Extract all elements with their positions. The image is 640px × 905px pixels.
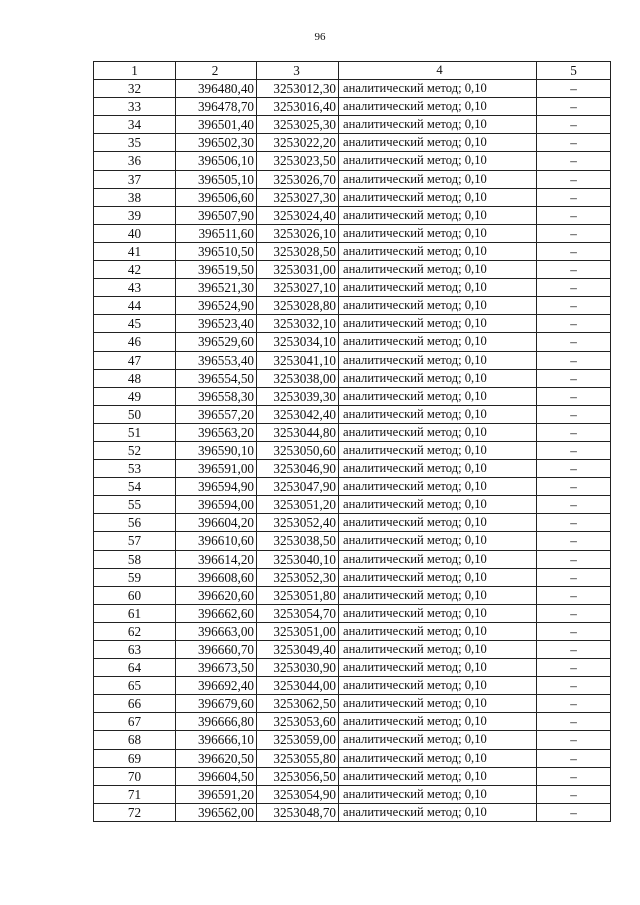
point-number-cell: 53 bbox=[94, 460, 176, 478]
point-number-cell: 64 bbox=[94, 659, 176, 677]
table-row bbox=[94, 242, 611, 260]
point-number-cell: 66 bbox=[94, 695, 176, 713]
x-coordinate-cell: 396591,20 bbox=[176, 785, 257, 803]
point-number-cell: 70 bbox=[94, 767, 176, 785]
method-accuracy-cell: аналитический метод; 0,10 bbox=[339, 351, 537, 369]
x-coordinate-cell: 396521,30 bbox=[176, 279, 257, 297]
y-coordinate-cell: 3253038,00 bbox=[257, 369, 339, 387]
y-coordinate-cell: 3253055,80 bbox=[257, 749, 339, 767]
x-coordinate-cell: 396679,60 bbox=[176, 695, 257, 713]
x-coordinate-cell: 396594,00 bbox=[176, 496, 257, 514]
x-coordinate-cell: 396591,00 bbox=[176, 460, 257, 478]
table-row bbox=[94, 785, 611, 803]
method-accuracy-cell: аналитический метод; 0,10 bbox=[339, 731, 537, 749]
y-coordinate-cell: 3253051,80 bbox=[257, 586, 339, 604]
point-number-cell: 47 bbox=[94, 351, 176, 369]
table-row bbox=[94, 297, 611, 315]
method-accuracy-cell: аналитический метод; 0,10 bbox=[339, 803, 537, 821]
column-header-2: 2 bbox=[176, 62, 257, 80]
table-row bbox=[94, 188, 611, 206]
point-number-cell: 37 bbox=[94, 170, 176, 188]
method-accuracy-cell: аналитический метод; 0,10 bbox=[339, 641, 537, 659]
y-coordinate-cell: 3253048,70 bbox=[257, 803, 339, 821]
y-coordinate-cell: 3253028,50 bbox=[257, 242, 339, 260]
point-number-cell: 41 bbox=[94, 242, 176, 260]
x-coordinate-cell: 396662,60 bbox=[176, 604, 257, 622]
y-coordinate-cell: 3253047,90 bbox=[257, 478, 339, 496]
table-row bbox=[94, 387, 611, 405]
y-coordinate-cell: 3253012,30 bbox=[257, 80, 339, 98]
note-cell: – bbox=[537, 315, 611, 333]
table-row bbox=[94, 170, 611, 188]
x-coordinate-cell: 396529,60 bbox=[176, 333, 257, 351]
method-accuracy-cell: аналитический метод; 0,10 bbox=[339, 677, 537, 695]
method-accuracy-cell: аналитический метод; 0,10 bbox=[339, 496, 537, 514]
note-cell: – bbox=[537, 677, 611, 695]
note-cell: – bbox=[537, 641, 611, 659]
y-coordinate-cell: 3253044,00 bbox=[257, 677, 339, 695]
point-number-cell: 59 bbox=[94, 568, 176, 586]
coordinates-table bbox=[93, 61, 611, 822]
note-cell: – bbox=[537, 514, 611, 532]
x-coordinate-cell: 396507,90 bbox=[176, 206, 257, 224]
method-accuracy-cell: аналитический метод; 0,10 bbox=[339, 586, 537, 604]
table-row bbox=[94, 134, 611, 152]
note-cell: – bbox=[537, 460, 611, 478]
table-row bbox=[94, 152, 611, 170]
table-row bbox=[94, 586, 611, 604]
table-row bbox=[94, 713, 611, 731]
point-number-cell: 69 bbox=[94, 749, 176, 767]
table-row bbox=[94, 116, 611, 134]
x-coordinate-cell: 396692,40 bbox=[176, 677, 257, 695]
note-cell: – bbox=[537, 532, 611, 550]
y-coordinate-cell: 3253054,70 bbox=[257, 604, 339, 622]
table-row bbox=[94, 441, 611, 459]
y-coordinate-cell: 3253052,40 bbox=[257, 514, 339, 532]
y-coordinate-cell: 3253050,60 bbox=[257, 441, 339, 459]
y-coordinate-cell: 3253023,50 bbox=[257, 152, 339, 170]
point-number-cell: 63 bbox=[94, 641, 176, 659]
y-coordinate-cell: 3253042,40 bbox=[257, 405, 339, 423]
note-cell: – bbox=[537, 586, 611, 604]
y-coordinate-cell: 3253059,00 bbox=[257, 731, 339, 749]
x-coordinate-cell: 396510,50 bbox=[176, 242, 257, 260]
method-accuracy-cell: аналитический метод; 0,10 bbox=[339, 695, 537, 713]
note-cell: – bbox=[537, 261, 611, 279]
note-cell: – bbox=[537, 80, 611, 98]
table-row bbox=[94, 478, 611, 496]
table-row bbox=[94, 803, 611, 821]
table-row bbox=[94, 279, 611, 297]
y-coordinate-cell: 3253051,20 bbox=[257, 496, 339, 514]
table-row bbox=[94, 659, 611, 677]
y-coordinate-cell: 3253026,70 bbox=[257, 170, 339, 188]
y-coordinate-cell: 3253040,10 bbox=[257, 550, 339, 568]
table-row bbox=[94, 261, 611, 279]
note-cell: – bbox=[537, 98, 611, 116]
point-number-cell: 33 bbox=[94, 98, 176, 116]
note-cell: – bbox=[537, 134, 611, 152]
point-number-cell: 57 bbox=[94, 532, 176, 550]
point-number-cell: 35 bbox=[94, 134, 176, 152]
y-coordinate-cell: 3253027,30 bbox=[257, 188, 339, 206]
note-cell: – bbox=[537, 659, 611, 677]
table-header-row bbox=[94, 62, 611, 80]
table-row bbox=[94, 695, 611, 713]
point-number-cell: 52 bbox=[94, 441, 176, 459]
method-accuracy-cell: аналитический метод; 0,10 bbox=[339, 659, 537, 677]
x-coordinate-cell: 396620,60 bbox=[176, 586, 257, 604]
note-cell: – bbox=[537, 387, 611, 405]
note-cell: – bbox=[537, 749, 611, 767]
y-coordinate-cell: 3253056,50 bbox=[257, 767, 339, 785]
table-row bbox=[94, 405, 611, 423]
y-coordinate-cell: 3253022,20 bbox=[257, 134, 339, 152]
note-cell: – bbox=[537, 369, 611, 387]
x-coordinate-cell: 396506,10 bbox=[176, 152, 257, 170]
note-cell: – bbox=[537, 152, 611, 170]
x-coordinate-cell: 396610,60 bbox=[176, 532, 257, 550]
note-cell: – bbox=[537, 785, 611, 803]
y-coordinate-cell: 3253044,80 bbox=[257, 423, 339, 441]
table-row bbox=[94, 98, 611, 116]
column-header-5: 5 bbox=[537, 62, 611, 80]
table-row bbox=[94, 677, 611, 695]
x-coordinate-cell: 396663,00 bbox=[176, 622, 257, 640]
method-accuracy-cell: аналитический метод; 0,10 bbox=[339, 713, 537, 731]
method-accuracy-cell: аналитический метод; 0,10 bbox=[339, 441, 537, 459]
point-number-cell: 68 bbox=[94, 731, 176, 749]
table-row bbox=[94, 496, 611, 514]
method-accuracy-cell: аналитический метод; 0,10 bbox=[339, 423, 537, 441]
x-coordinate-cell: 396557,20 bbox=[176, 405, 257, 423]
x-coordinate-cell: 396673,50 bbox=[176, 659, 257, 677]
x-coordinate-cell: 396524,90 bbox=[176, 297, 257, 315]
column-header-3: 3 bbox=[257, 62, 339, 80]
point-number-cell: 34 bbox=[94, 116, 176, 134]
point-number-cell: 55 bbox=[94, 496, 176, 514]
table-row bbox=[94, 80, 611, 98]
point-number-cell: 50 bbox=[94, 405, 176, 423]
note-cell: – bbox=[537, 767, 611, 785]
note-cell: – bbox=[537, 242, 611, 260]
y-coordinate-cell: 3253031,00 bbox=[257, 261, 339, 279]
point-number-cell: 49 bbox=[94, 387, 176, 405]
x-coordinate-cell: 396523,40 bbox=[176, 315, 257, 333]
point-number-cell: 44 bbox=[94, 297, 176, 315]
point-number-cell: 62 bbox=[94, 622, 176, 640]
table-row bbox=[94, 224, 611, 242]
method-accuracy-cell: аналитический метод; 0,10 bbox=[339, 170, 537, 188]
note-cell: – bbox=[537, 568, 611, 586]
note-cell: – bbox=[537, 206, 611, 224]
x-coordinate-cell: 396554,50 bbox=[176, 369, 257, 387]
point-number-cell: 48 bbox=[94, 369, 176, 387]
table-row bbox=[94, 369, 611, 387]
point-number-cell: 60 bbox=[94, 586, 176, 604]
method-accuracy-cell: аналитический метод; 0,10 bbox=[339, 242, 537, 260]
method-accuracy-cell: аналитический метод; 0,10 bbox=[339, 80, 537, 98]
method-accuracy-cell: аналитический метод; 0,10 bbox=[339, 152, 537, 170]
note-cell: – bbox=[537, 441, 611, 459]
method-accuracy-cell: аналитический метод; 0,10 bbox=[339, 297, 537, 315]
method-accuracy-cell: аналитический метод; 0,10 bbox=[339, 224, 537, 242]
y-coordinate-cell: 3253049,40 bbox=[257, 641, 339, 659]
point-number-cell: 56 bbox=[94, 514, 176, 532]
note-cell: – bbox=[537, 116, 611, 134]
note-cell: – bbox=[537, 351, 611, 369]
point-number-cell: 46 bbox=[94, 333, 176, 351]
point-number-cell: 61 bbox=[94, 604, 176, 622]
x-coordinate-cell: 396558,30 bbox=[176, 387, 257, 405]
method-accuracy-cell: аналитический метод; 0,10 bbox=[339, 188, 537, 206]
note-cell: – bbox=[537, 188, 611, 206]
y-coordinate-cell: 3253039,30 bbox=[257, 387, 339, 405]
note-cell: – bbox=[537, 713, 611, 731]
y-coordinate-cell: 3253062,50 bbox=[257, 695, 339, 713]
point-number-cell: 45 bbox=[94, 315, 176, 333]
table-row bbox=[94, 641, 611, 659]
table-row bbox=[94, 206, 611, 224]
x-coordinate-cell: 396502,30 bbox=[176, 134, 257, 152]
y-coordinate-cell: 3253028,80 bbox=[257, 297, 339, 315]
method-accuracy-cell: аналитический метод; 0,10 bbox=[339, 532, 537, 550]
method-accuracy-cell: аналитический метод; 0,10 bbox=[339, 333, 537, 351]
table-row bbox=[94, 460, 611, 478]
method-accuracy-cell: аналитический метод; 0,10 bbox=[339, 369, 537, 387]
table-row bbox=[94, 604, 611, 622]
y-coordinate-cell: 3253030,90 bbox=[257, 659, 339, 677]
note-cell: – bbox=[537, 423, 611, 441]
x-coordinate-cell: 396604,50 bbox=[176, 767, 257, 785]
x-coordinate-cell: 396604,20 bbox=[176, 514, 257, 532]
column-header-4: 4 bbox=[339, 62, 537, 80]
y-coordinate-cell: 3253054,90 bbox=[257, 785, 339, 803]
x-coordinate-cell: 396562,00 bbox=[176, 803, 257, 821]
method-accuracy-cell: аналитический метод; 0,10 bbox=[339, 514, 537, 532]
method-accuracy-cell: аналитический метод; 0,10 bbox=[339, 315, 537, 333]
method-accuracy-cell: аналитический метод; 0,10 bbox=[339, 405, 537, 423]
method-accuracy-cell: аналитический метод; 0,10 bbox=[339, 622, 537, 640]
table-row bbox=[94, 351, 611, 369]
y-coordinate-cell: 3253038,50 bbox=[257, 532, 339, 550]
x-coordinate-cell: 396666,80 bbox=[176, 713, 257, 731]
note-cell: – bbox=[537, 224, 611, 242]
point-number-cell: 36 bbox=[94, 152, 176, 170]
point-number-cell: 39 bbox=[94, 206, 176, 224]
y-coordinate-cell: 3253053,60 bbox=[257, 713, 339, 731]
x-coordinate-cell: 396511,60 bbox=[176, 224, 257, 242]
y-coordinate-cell: 3253046,90 bbox=[257, 460, 339, 478]
method-accuracy-cell: аналитический метод; 0,10 bbox=[339, 478, 537, 496]
y-coordinate-cell: 3253051,00 bbox=[257, 622, 339, 640]
note-cell: – bbox=[537, 695, 611, 713]
x-coordinate-cell: 396553,40 bbox=[176, 351, 257, 369]
note-cell: – bbox=[537, 622, 611, 640]
table-row bbox=[94, 532, 611, 550]
table-row bbox=[94, 423, 611, 441]
y-coordinate-cell: 3253032,10 bbox=[257, 315, 339, 333]
method-accuracy-cell: аналитический метод; 0,10 bbox=[339, 767, 537, 785]
method-accuracy-cell: аналитический метод; 0,10 bbox=[339, 98, 537, 116]
y-coordinate-cell: 3253034,10 bbox=[257, 333, 339, 351]
x-coordinate-cell: 396563,20 bbox=[176, 423, 257, 441]
method-accuracy-cell: аналитический метод; 0,10 bbox=[339, 387, 537, 405]
y-coordinate-cell: 3253025,30 bbox=[257, 116, 339, 134]
point-number-cell: 58 bbox=[94, 550, 176, 568]
x-coordinate-cell: 396620,50 bbox=[176, 749, 257, 767]
method-accuracy-cell: аналитический метод; 0,10 bbox=[339, 785, 537, 803]
method-accuracy-cell: аналитический метод; 0,10 bbox=[339, 460, 537, 478]
y-coordinate-cell: 3253026,10 bbox=[257, 224, 339, 242]
x-coordinate-cell: 396594,90 bbox=[176, 478, 257, 496]
table-row bbox=[94, 514, 611, 532]
method-accuracy-cell: аналитический метод; 0,10 bbox=[339, 749, 537, 767]
x-coordinate-cell: 396478,70 bbox=[176, 98, 257, 116]
x-coordinate-cell: 396590,10 bbox=[176, 441, 257, 459]
y-coordinate-cell: 3253024,40 bbox=[257, 206, 339, 224]
x-coordinate-cell: 396660,70 bbox=[176, 641, 257, 659]
point-number-cell: 43 bbox=[94, 279, 176, 297]
y-coordinate-cell: 3253052,30 bbox=[257, 568, 339, 586]
note-cell: – bbox=[537, 279, 611, 297]
y-coordinate-cell: 3253041,10 bbox=[257, 351, 339, 369]
point-number-cell: 42 bbox=[94, 261, 176, 279]
method-accuracy-cell: аналитический метод; 0,10 bbox=[339, 279, 537, 297]
table-row bbox=[94, 550, 611, 568]
point-number-cell: 40 bbox=[94, 224, 176, 242]
table-row bbox=[94, 622, 611, 640]
point-number-cell: 54 bbox=[94, 478, 176, 496]
x-coordinate-cell: 396608,60 bbox=[176, 568, 257, 586]
point-number-cell: 38 bbox=[94, 188, 176, 206]
method-accuracy-cell: аналитический метод; 0,10 bbox=[339, 261, 537, 279]
x-coordinate-cell: 396506,60 bbox=[176, 188, 257, 206]
column-header-1: 1 bbox=[94, 62, 176, 80]
table-row bbox=[94, 315, 611, 333]
note-cell: – bbox=[537, 297, 611, 315]
method-accuracy-cell: аналитический метод; 0,10 bbox=[339, 550, 537, 568]
note-cell: – bbox=[537, 604, 611, 622]
note-cell: – bbox=[537, 478, 611, 496]
table-row bbox=[94, 333, 611, 351]
point-number-cell: 65 bbox=[94, 677, 176, 695]
point-number-cell: 67 bbox=[94, 713, 176, 731]
note-cell: – bbox=[537, 405, 611, 423]
table-row bbox=[94, 731, 611, 749]
point-number-cell: 51 bbox=[94, 423, 176, 441]
note-cell: – bbox=[537, 550, 611, 568]
note-cell: – bbox=[537, 170, 611, 188]
note-cell: – bbox=[537, 731, 611, 749]
method-accuracy-cell: аналитический метод; 0,10 bbox=[339, 134, 537, 152]
table-body bbox=[94, 80, 611, 822]
point-number-cell: 32 bbox=[94, 80, 176, 98]
y-coordinate-cell: 3253016,40 bbox=[257, 98, 339, 116]
x-coordinate-cell: 396666,10 bbox=[176, 731, 257, 749]
x-coordinate-cell: 396505,10 bbox=[176, 170, 257, 188]
note-cell: – bbox=[537, 333, 611, 351]
x-coordinate-cell: 396614,20 bbox=[176, 550, 257, 568]
method-accuracy-cell: аналитический метод; 0,10 bbox=[339, 116, 537, 134]
method-accuracy-cell: аналитический метод; 0,10 bbox=[339, 206, 537, 224]
y-coordinate-cell: 3253027,10 bbox=[257, 279, 339, 297]
point-number-cell: 71 bbox=[94, 785, 176, 803]
table-row bbox=[94, 749, 611, 767]
x-coordinate-cell: 396501,40 bbox=[176, 116, 257, 134]
x-coordinate-cell: 396519,50 bbox=[176, 261, 257, 279]
table-row bbox=[94, 767, 611, 785]
method-accuracy-cell: аналитический метод; 0,10 bbox=[339, 568, 537, 586]
x-coordinate-cell: 396480,40 bbox=[176, 80, 257, 98]
method-accuracy-cell: аналитический метод; 0,10 bbox=[339, 604, 537, 622]
note-cell: – bbox=[537, 496, 611, 514]
page-number: 96 bbox=[314, 31, 326, 43]
point-number-cell: 72 bbox=[94, 803, 176, 821]
note-cell: – bbox=[537, 803, 611, 821]
table-row bbox=[94, 568, 611, 586]
